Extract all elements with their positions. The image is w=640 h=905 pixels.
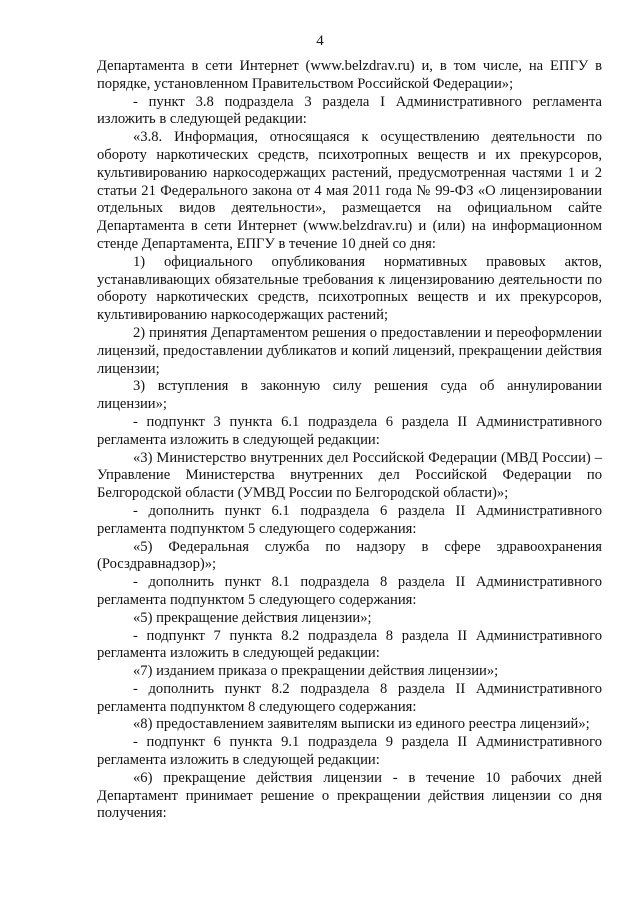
paragraph-registry-extract: «8) предоставлением заявителям выписки из единого реестра лицензий»; — [133, 716, 590, 733]
paragraph-add-8-1-5: - дополнить пункт 8.1 подраздела 8 раздела II Административного регламента подпунктом 5 следующего содержания: — [97, 574, 602, 608]
paragraph-roszdravnadzor: «5) Федеральная служба по надзору в сфере здравоохранения (Росздравнадзор)»; — [97, 538, 602, 573]
paragraph-termination: «5) прекращение действия лицензии»; — [133, 609, 372, 626]
page-number: 4 — [316, 33, 324, 49]
paragraph-3-8-text: «3.8. Информация, относящаяся к осуществлению деятельности по обороту наркотических средств, психотропных веществ и их прекурсоров, культивированию наркосодержащих растений, предусмотренная частями 1 и 2 статьи 21 Федерального закона от 4 мая 2011 года № 99-ФЗ «О лицензировании отдельных видов деятельности», размещается на официальном сайте Департамента в сети Интернет (www.belzdrav.ru) и (или) на информационном стенде Департамента, ЕПГУ в течение 10 дней со дня: — [97, 129, 602, 252]
paragraph-termination-deadline: «6) прекращение действия лицензии - в течение 10 рабочих дней Департамент принимает решение о прекращении действия лицензии со дня получения: — [97, 769, 602, 822]
paragraph-amend-8-2-7: - подпункт 7 пункта 8.2 подраздела 8 раздела II Административного регламента изложить в следующей редакции: — [97, 627, 602, 662]
paragraph-item-3: 3) вступления в законную силу решения суда об аннулировании лицензии»; — [97, 378, 602, 413]
document-body — [97, 58, 602, 823]
paragraph-order-issue: «7) изданием приказа о прекращении действия лицензии»; — [133, 663, 499, 680]
paragraph-amend-3-8: - пункт 3.8 подраздела 3 раздела I Административного регламента изложить в следующей редакции: — [97, 93, 602, 128]
paragraph-amend-6-1-3: - подпункт 3 пункта 6.1 подраздела 6 раздела II Административного регламента изложить в следующей редакции: — [97, 413, 602, 448]
paragraph-website-info: Департамента в сети Интернет (www.belzdrav.ru) и, в том числе, на ЕПГУ в порядке, установленном Правительством Российской Федерации»; — [97, 58, 602, 92]
paragraph-item-1: 1) официального опубликования нормативных правовых актов, устанавливающих обязательные требования к лицензированию деятельности по обороту наркотических средств, психотропных веществ и их прекурсоров, культивированию наркосодержащих растений; — [97, 253, 602, 324]
paragraph-add-8-2-8: - дополнить пункт 8.2 подраздела 8 раздела II Административного регламента подпунктом 8 следующего содержания: — [97, 680, 602, 715]
paragraph-add-6-1-5: - дополнить пункт 6.1 подраздела 6 раздела II Административного регламента подпунктом 5 следующего содержания: — [97, 502, 602, 537]
paragraph-amend-9-1-6: - подпункт 6 пункта 9.1 подраздела 9 раздела II Административного регламента изложить в следующей редакции: — [97, 734, 602, 769]
paragraph-item-2: 2) принятия Департаментом решения о предоставлении и переоформлении лицензий, предоставлении дубликатов и копий лицензий, прекращении действия лицензии; — [97, 324, 602, 377]
paragraph-mvd: «3) Министерство внутренних дел Российской Федерации (МВД России) – Управление Министерства внутренних дел Российской Федерации по Белгородской области (УМВД России по Белгородской области)»; — [97, 449, 602, 502]
